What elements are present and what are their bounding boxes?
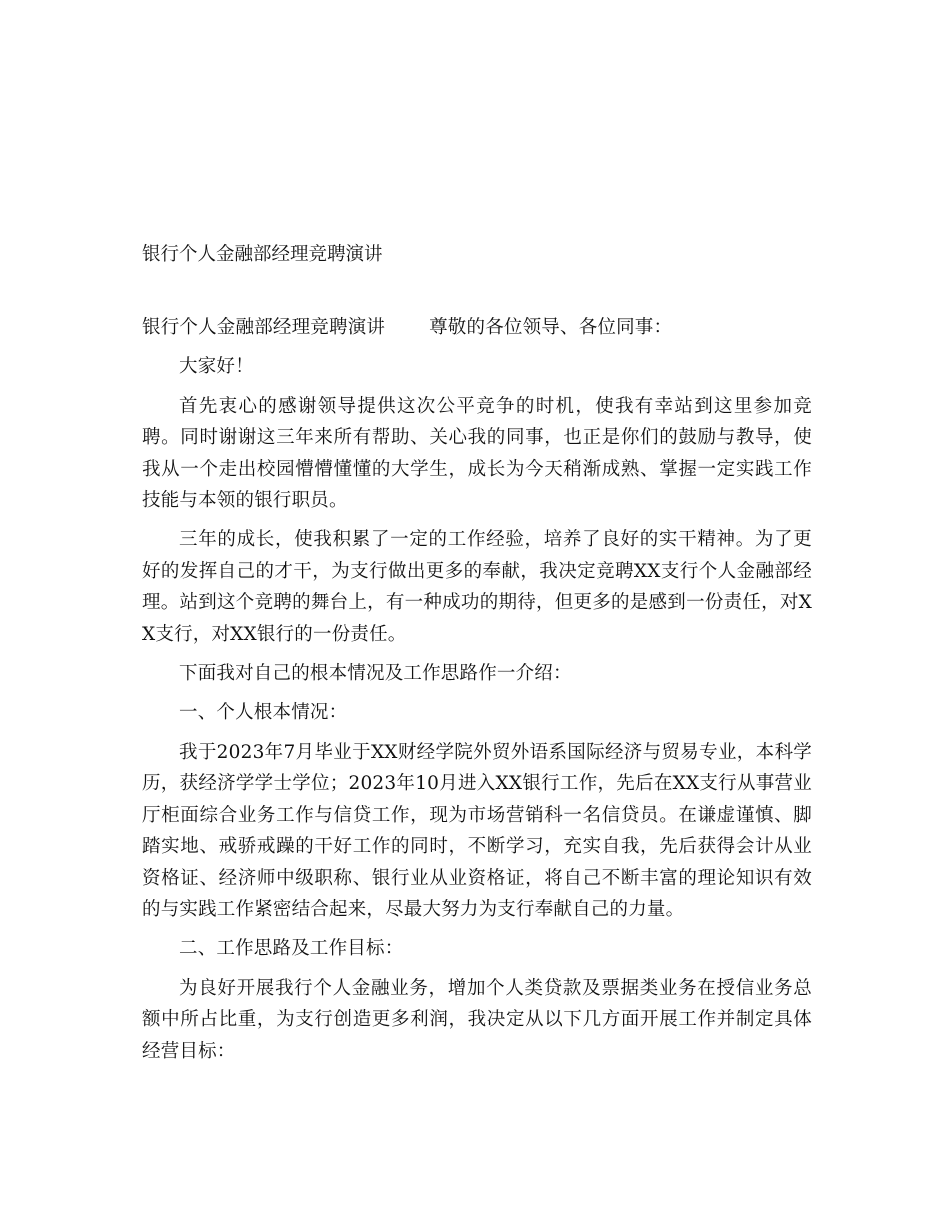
paragraph-growth: 三年的成长，使我积累了一定的工作经验，培养了良好的实干精神。为了更好的发挥自己的才干，为支行做出更多的奉献，我决定竞聘XX支行个人金融部经理。站到这个竞聘的舞台上，有一种成功的期待，但更多的是感到一份责任，对XX支行，对XX银行的一份责任。 (142, 529, 812, 645)
document-title: 银行个人金融部经理竞聘演讲 (142, 244, 383, 265)
document-body (142, 312, 812, 1075)
section-heading-goals: 二、工作思路及工作目标： (179, 938, 404, 960)
paragraph-thanks: 首先衷心的感谢领导提供这次公平竞争的时机，使我有幸站到这里参加竞聘。同时谢谢这三年来所有帮助、关心我的同事，也正是你们的鼓励与教导，使我从一个走出校园懵懵懂懂的大学生，成长为今天稍渐成熟、掌握一定实践工作技能与本领的银行职员。 (142, 395, 812, 512)
salutation: 尊敬的各位领导、各位同事： (429, 317, 673, 338)
paragraph-greeting: 大家好！ (179, 356, 254, 378)
speech-subtitle: 银行个人金融部经理竞聘演讲 (142, 317, 386, 338)
paragraph-background: 我于2023年7月毕业于XX财经学院外贸外语系国际经济与贸易专业，本科学历，获经济学学士学位；2023年10月进入XX银行工作，先后在XX支行从事营业厅柜面综合业务工作与信贷工作，现为市场营销科一名信贷员。在谦虚谨慎、脚踏实地、戒骄戒躁的干好工作的同时，不断学习，充实自我，先后获得会计从业资格证、经济师中级职称、银行业从业资格证，将自己不断丰富的理论知识有效的与实践工作紧密结合起来，尽最大努力为支行奉献自己的力量。 (142, 741, 812, 920)
section-heading-personal: 一、个人根本情况： (179, 702, 348, 724)
paragraph-intro: 下面我对自己的根本情况及工作思路作一介绍： (179, 663, 572, 685)
paragraph-plan: 为良好开展我行个人金融业务，增加个人类贷款及票据类业务在授信业务总额中所占比重，为支行创造更多利润，我决定从以下几方面开展工作并制定具体经营目标： (142, 977, 812, 1062)
heading-spacer (385, 312, 429, 343)
speech-heading-row (142, 312, 812, 343)
